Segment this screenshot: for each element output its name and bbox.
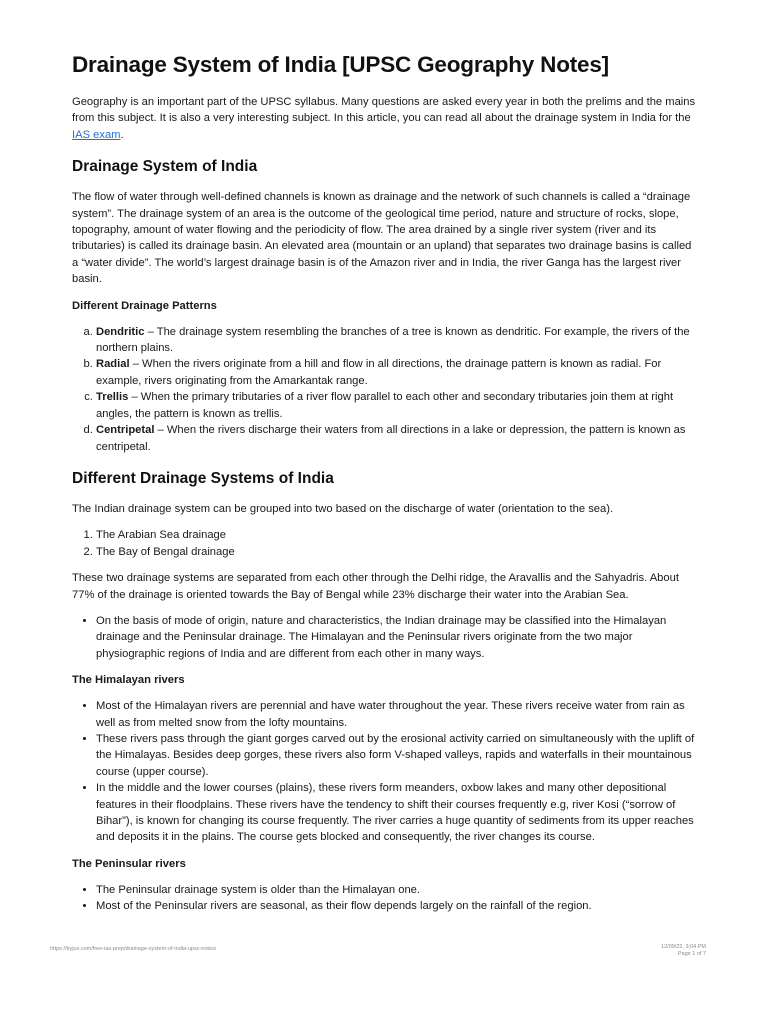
pattern-term: Centripetal: [96, 424, 155, 437]
classification-list: [72, 613, 698, 662]
systems-list: [72, 527, 698, 560]
himalayan-item: • Most of the Himalayan rivers are perennial and have water throughout the year. These rivers receive water from rain as well as from melted snow from the lofty mountains.: [96, 698, 698, 731]
peninsular-heading: The Peninsular rivers: [72, 857, 186, 870]
patterns-heading: Different Drainage Patterns: [72, 299, 217, 312]
peninsular-item: • The Peninsular drainage system is older than the Himalayan one.: [96, 882, 698, 898]
pattern-item-centripetal: [96, 422, 698, 455]
section-heading-drainage-system: Drainage System of India: [72, 158, 258, 176]
patterns-list: [72, 324, 698, 455]
pattern-desc: – The drainage system resembling the branches of a tree is known as dendritic. For example, the rivers of the northern plains.: [96, 325, 690, 355]
pattern-desc: – When the primary tributaries of a river flow parallel to each other and secondary tributaries join them at right angles, the pattern is known as trellis.: [96, 391, 674, 420]
footer-page-number: Page 1 of 7: [677, 951, 706, 957]
pattern-item-dendritic: [96, 324, 698, 357]
footer-url: https://byjus.com/free-ias-prep/drainage-system-of-india-upsc-notes/: [50, 946, 217, 952]
himalayan-item: • These rivers pass through the giant gorges carved out by the erosional activity carried on simultaneously with the uplift of the Himalayas. Besides deep gorges, these rivers also form V-shaped valleys, rapids and waterfalls in their mountainous course (upper course).: [96, 731, 698, 780]
pattern-desc: – When the rivers originate from a hill and flow in all directions, the drainage pattern is known as radial. For example, rivers originating from the Amarkantak range.: [96, 358, 662, 387]
himalayan-list: [72, 698, 698, 846]
separation-paragraph: These two drainage systems are separated from each other through the Delhi ridge, the Aravallis and the Sahyadris. About 77% of the drainage is oriented towards the Bay of Bengal while 23% discharge their water into the Arabian Sea.: [72, 572, 679, 601]
peninsular-item: • Most of the Peninsular rivers are seasonal, as their flow depends largely on the rainfall of the region.: [96, 898, 698, 914]
himalayan-item: • In the middle and the lower courses (plains), these rivers form meanders, oxbow lakes and many other depositional features in their floodplains. These rivers have the tendency to shift their courses frequently e.g, river Kosi (“sorrow of Bihar”), is known for changing its course frequently. The river carries a huge quantity of sediments from its upper reaches and deposits it in the plains. The course gets blocked and consequently, the river changes its course.: [96, 780, 698, 846]
system-item: 2. The Bay of Bengal drainage: [96, 544, 698, 560]
section-heading-drainage-systems: Different Drainage Systems of India: [72, 469, 334, 487]
pattern-term: Dendritic: [96, 325, 145, 338]
pattern-item-trellis: [96, 389, 698, 422]
pattern-term: Trellis: [96, 391, 129, 404]
intro-text-end: .: [120, 128, 124, 141]
document-page: [72, 50, 698, 925]
intro-text: Geography is an important part of the UPSC syllabus. Many questions are asked every year in both the prelims and the mains from this subject. It is also a very interesting subject. In this article, you can read all about the drainage system in India for the: [72, 96, 696, 125]
pattern-term: Radial: [96, 358, 130, 371]
drainage-definition-paragraph: The flow of water through well-defined channels is known as drainage and the network of such channels is called a “drainage system”. The drainage system of an area is the outcome of the geological time period, nature and structure of rocks, slope, topography, amount of water flowing and the periodicity of flow. The area drained by a single river system (river and its tributaries) is called its drainage basin. An elevated area (mountain or an upland) that separates two drainage basins is called a “water divide”. The world’s largest drainage basin is of the Amazon river and in India, the river Ganga has the largest river basin.: [72, 191, 692, 286]
pattern-item-radial: [96, 356, 698, 389]
ias-exam-link[interactable]: IAS exam: [72, 128, 121, 141]
intro-paragraph: [72, 94, 698, 143]
system-item: 1. The Arabian Sea drainage: [96, 527, 698, 543]
peninsular-list: [72, 882, 698, 915]
classification-item: • On the basis of mode of origin, nature and characteristics, the Indian drainage may be classified into the Himalayan drainage and the Peninsular drainage. The Himalayan and the Peninsular rivers originate from the two major physiographic regions of India and are different from each other in many ways.: [96, 613, 698, 662]
himalayan-heading: The Himalayan rivers: [72, 674, 185, 687]
systems-intro-paragraph: The Indian drainage system can be grouped into two based on the discharge of water (orientation to the sea).: [72, 502, 614, 515]
page-title: Drainage System of India [UPSC Geography Notes]: [72, 52, 609, 77]
pattern-desc: – When the rivers discharge their waters from all directions in a lake or depression, the pattern is known as centripetal.: [96, 424, 686, 453]
footer-meta: [661, 944, 706, 958]
footer-datetime: 12/09/22, 3:04 PM: [661, 944, 706, 950]
